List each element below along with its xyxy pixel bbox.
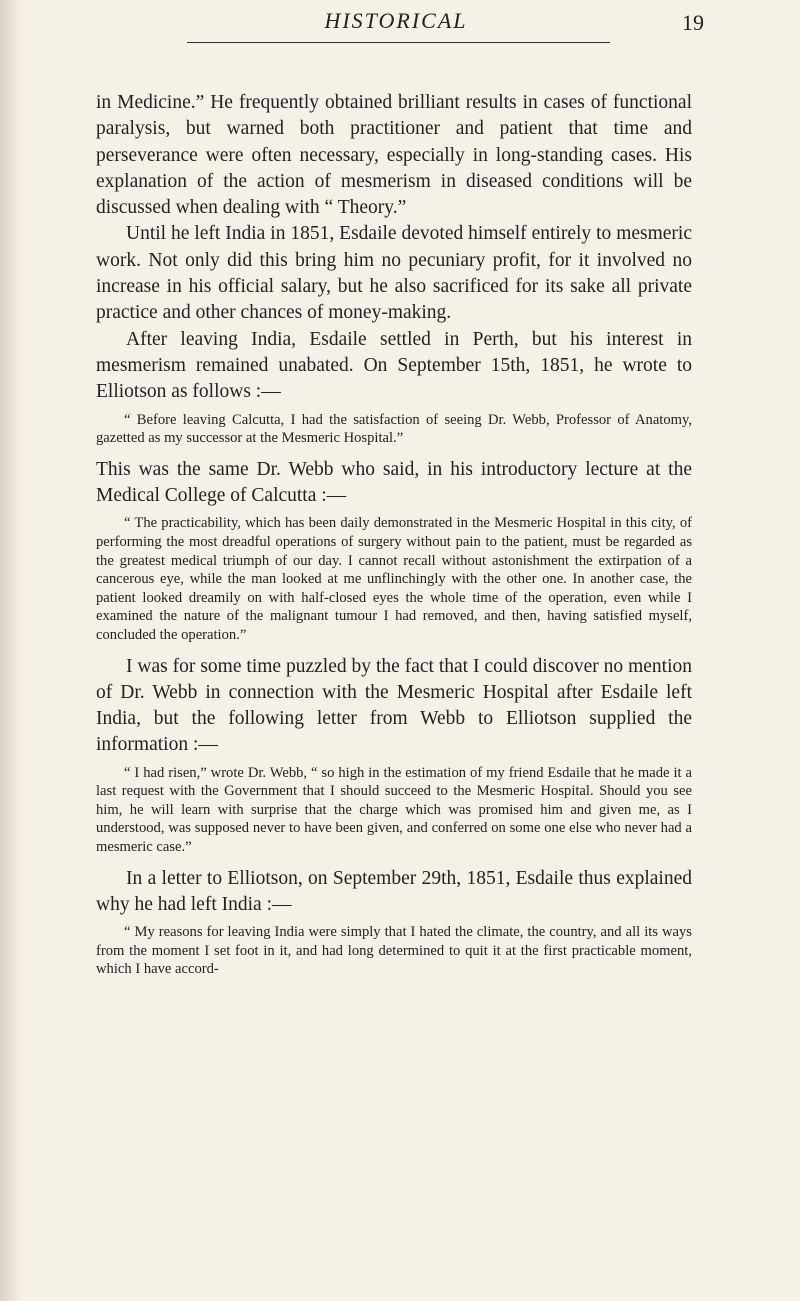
paragraph: After leaving India, Esdaile settled in Perth, but his interest in mesmerism remained unabated. On September 15th, 1851, he wrote to Elliotson as follows :— xyxy=(96,328,692,403)
running-head: HISTORICAL xyxy=(324,8,468,33)
paragraph: In a letter to Elliotson, on September 29th, 1851, Esdaile thus explained why he had left India :— xyxy=(96,867,692,915)
paragraph: This was the same Dr. Webb who said, in his introductory lecture at the Medical College of Calcutta :— xyxy=(96,458,692,507)
block-quote: “ The practicability, which has been daily demonstrated in the Mesmeric Hospital in this city, of performing the most dreadful operations of surgery without pain to the patient, must be regarded as the greatest medical triumph of our day. I cannot recall without astonishment the extirpation of a cancerous eye, while the man looked at me unflinchingly with the other one. In another case, the patient looked dreamily on with half-closed eyes the whole time of the operation, even while I examined the nature of the malignant tumour I had removed, and then, having satisfied myself, concluded the operation.” xyxy=(96,515,692,643)
paragraph: in Medicine.” He frequently obtained brilliant results in cases of functional paralysis, but warned both practitioner and patient that time and perseverance were often necessary, especially in long-standing cases. His explanation of the action of mesmerism in diseased conditions will be discussed when dealing with “ Theory.” xyxy=(96,92,692,219)
paragraph: I was for some time puzzled by the fact that I could discover no mention of Dr. Webb in connection with the Mesmeric Hospital after Esdaile left India, but the following letter from Webb to Elliotson supplied the information :— xyxy=(96,655,692,756)
block-quote: “ My reasons for leaving India were simply that I hated the climate, the country, and all its ways from the moment I set foot in it, and had long determined to quit it at the first practicable moment, which I have accord- xyxy=(96,924,692,978)
paragraph: Until he left India in 1851, Esdaile devoted himself entirely to mesmeric work. Not only did this bring him no pecuniary profit, for it involved no increase in his official salary, but he also sacrificed for its sake all private practice and other chances of money-making. xyxy=(96,223,692,324)
block-quote: “ I had risen,” wrote Dr. Webb, “ so high in the estimation of my friend Esdaile that he made it a last request with the Government that I should succeed to the Mesmeric Hospital. Should you see him, he will learn with surprise that the charge which was promised him and given me, as I understood, was supposed never to have been given, and conferred on some one else who never had a mesmeric case.” xyxy=(96,764,692,856)
page-header xyxy=(96,6,704,42)
header-rule xyxy=(187,42,610,43)
page-body xyxy=(96,90,692,979)
block-quote: “ Before leaving Calcutta, I had the satisfaction of seeing Dr. Webb, Professor of Anatomy, gazetted as my successor at the Mesmeric Hospital.” xyxy=(96,411,692,447)
page-gutter-shadow xyxy=(0,0,22,1301)
page-number: 19 xyxy=(682,10,704,35)
